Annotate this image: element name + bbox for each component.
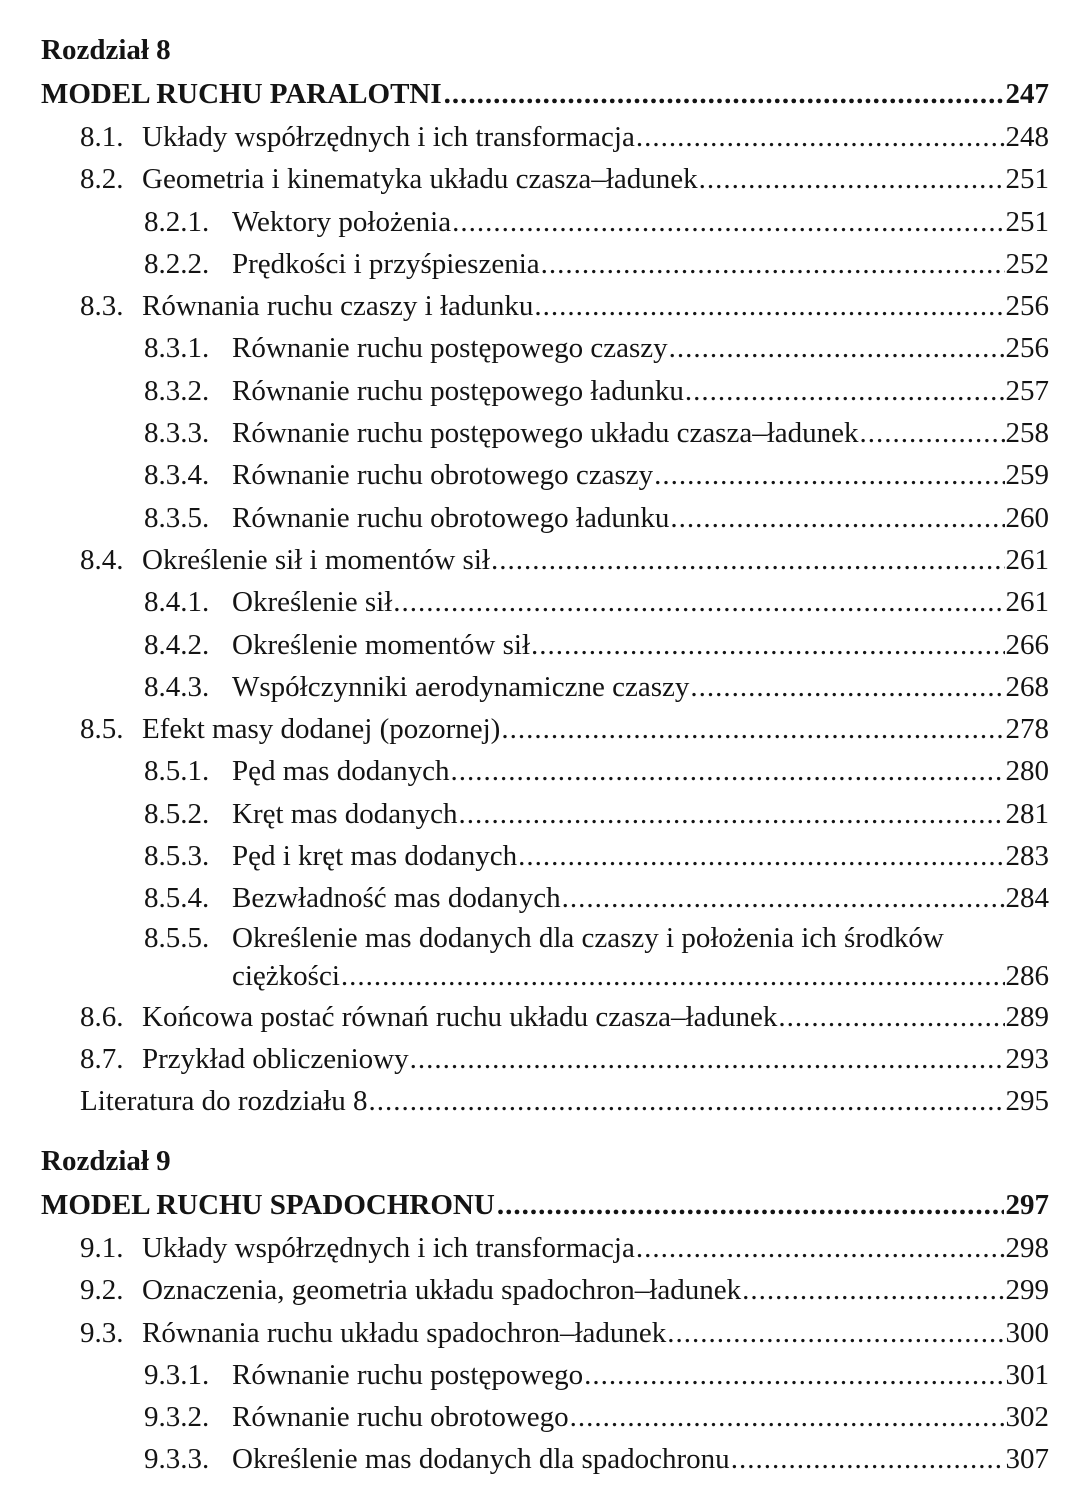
dot-leader (731, 1438, 1005, 1480)
page-number: 286 (1005, 959, 1049, 992)
page-number: 251 (1005, 163, 1049, 196)
page-number: 295 (1005, 1085, 1049, 1118)
page-number: 284 (1005, 882, 1049, 915)
dot-leader (690, 666, 1004, 708)
page-number: 301 (1005, 1358, 1049, 1391)
dot-leader (410, 1038, 1005, 1080)
dot-leader (570, 1396, 1005, 1438)
entry-number: 8.5.1. (144, 755, 210, 788)
chapter-9-entries (41, 1227, 1049, 1481)
page-number: 299 (1005, 1274, 1049, 1307)
toc-entry (41, 750, 1049, 792)
dot-leader (452, 201, 1004, 243)
page-number: 281 (1005, 797, 1049, 830)
page-number: 251 (1005, 205, 1049, 238)
entry-number: 9.1. (80, 1232, 124, 1264)
entry-title: Geometria i kinematyka układu czasza–ładunek (142, 163, 698, 196)
entry-title: Równanie ruchu obrotowego (232, 1401, 569, 1434)
page-number: 278 (1005, 713, 1049, 746)
entry-title: Układy współrzędnych i ich transformacja (142, 1232, 635, 1264)
toc-entry (41, 581, 1049, 623)
entry-title: Równania ruchu czaszy i ładunku (142, 290, 534, 323)
toc-entry (41, 243, 1049, 285)
entry-number: 8.2.1. (144, 205, 210, 238)
entry-number: 8.6. (80, 1000, 124, 1033)
entry-number: 9.2. (80, 1274, 124, 1307)
entry-number: 8.2.2. (144, 247, 210, 280)
entry-title: Efekt masy dodanej (pozornej) (142, 713, 501, 746)
page-number: 307 (1005, 1443, 1049, 1476)
entry-title: Równanie ruchu postępowego czaszy (232, 332, 668, 365)
entry-title: Równanie ruchu postępowego układu czasza–ładunek (232, 417, 859, 450)
page-number: 248 (1005, 121, 1049, 153)
entry-number: 9.3.3. (144, 1443, 210, 1476)
entry-title: Określenie mas dodanych dla spadochronu (232, 1443, 730, 1476)
page-number: 257 (1005, 374, 1049, 407)
dot-leader (341, 956, 1005, 996)
dot-leader (584, 1354, 1004, 1396)
dot-leader (518, 835, 1004, 877)
toc-entry (41, 1396, 1049, 1438)
entry-title: Określenie sił (232, 586, 393, 619)
toc-entry (41, 285, 1049, 327)
entry-number: 8.7. (80, 1042, 124, 1075)
entry-number: 8.3.4. (144, 459, 210, 492)
entry-number: 8.3.2. (144, 374, 210, 407)
toc-entry (41, 666, 1049, 708)
entry-number: 8.4.3. (144, 670, 210, 703)
page-number: 252 (1005, 247, 1049, 280)
toc-entry (41, 497, 1049, 539)
toc-entry (41, 412, 1049, 454)
entry-number: 8.4.2. (144, 628, 210, 661)
toc-entry (41, 539, 1049, 581)
toc-entry (41, 201, 1049, 243)
entry-title: Równanie ruchu obrotowego czaszy (232, 459, 654, 492)
page-number: 289 (1005, 1000, 1049, 1033)
page-number: 261 (1005, 543, 1049, 576)
dot-leader (534, 285, 1004, 327)
entry-title: Końcowa postać równań ruchu układu czasza–ładunek (142, 1000, 778, 1033)
entry-number: 8.4. (80, 543, 124, 576)
page-number: 256 (1005, 290, 1049, 323)
entry-title-line2: ciężkości (232, 959, 340, 992)
page-number: 298 (1005, 1232, 1049, 1264)
page-number: 260 (1005, 501, 1049, 534)
entry-title: Przykład obliczeniowy (142, 1042, 409, 1075)
page-number: 283 (1005, 840, 1049, 873)
page-number: 293 (1005, 1042, 1049, 1075)
chapter-8-entries (41, 116, 1049, 920)
dot-leader (685, 370, 1005, 412)
entry-title: Równania ruchu układu spadochron–ładunek (142, 1316, 667, 1349)
page-number: 259 (1005, 459, 1049, 492)
entry-title: Równanie ruchu obrotowego ładunku (232, 501, 670, 534)
dot-leader (501, 708, 1004, 750)
page-number: 247 (1005, 78, 1049, 110)
entry-title: Wektory położenia (232, 205, 452, 238)
toc-entry (41, 1438, 1049, 1480)
entry-title: Pęd i kręt mas dodanych (232, 840, 518, 873)
entry-number: 8.5.2. (144, 797, 210, 830)
dot-leader (778, 996, 1004, 1038)
dot-leader (742, 1269, 1004, 1311)
chapter-8-entries-after (41, 996, 1049, 1081)
page-number: 256 (1005, 332, 1049, 365)
chapter-8 (41, 28, 1049, 1123)
page-number: 258 (1005, 417, 1049, 450)
entry-number: 8.5. (80, 713, 124, 746)
dot-leader (450, 750, 1004, 792)
page-number: 302 (1005, 1401, 1049, 1434)
toc-entry (41, 327, 1049, 369)
dot-leader (531, 624, 1004, 666)
entry-title: Kręt mas dodanych (232, 797, 458, 830)
toc-entry (41, 624, 1049, 666)
dot-leader (636, 1227, 1005, 1269)
entry-title: Określenie momentów sił (232, 628, 531, 661)
entry-number: 9.3.1. (144, 1358, 210, 1391)
dot-leader (654, 454, 1004, 496)
toc-entry (41, 454, 1049, 496)
entry-number: 9.3.2. (144, 1401, 210, 1434)
literature-entry (41, 1080, 1049, 1122)
entry-number: 8.4.1. (144, 586, 210, 619)
entry-number: 9.3. (80, 1316, 124, 1349)
entry-number: 8.3.1. (144, 332, 210, 365)
entry-title: Układy współrzędnych i ich transformacja (142, 121, 635, 153)
toc-entry (41, 877, 1049, 919)
page-number: 261 (1005, 586, 1049, 619)
toc-entry (41, 1227, 1049, 1269)
toc-entry (41, 1269, 1049, 1311)
entry-number: 8.3. (80, 290, 124, 323)
toc-entry (41, 708, 1049, 750)
entry-number: 8.3.3. (144, 417, 210, 450)
entry-title-line1: Określenie mas dodanych dla czaszy i położenia ich środków (232, 921, 944, 954)
toc-entry (41, 158, 1049, 200)
chapter-9 (41, 1139, 1049, 1481)
dot-leader (497, 1183, 1004, 1227)
dot-leader (670, 497, 1004, 539)
toc-entry (41, 1354, 1049, 1396)
toc-entry (41, 370, 1049, 412)
chapter-title-row (41, 1183, 1049, 1227)
page-number: 268 (1005, 670, 1049, 703)
entry-title: Równanie ruchu postępowego ładunku (232, 374, 684, 407)
page-number: 266 (1005, 628, 1049, 661)
entry-number: 8.2. (80, 163, 124, 196)
dot-leader (667, 1312, 1004, 1354)
entry-number: 8.3.5. (144, 501, 210, 534)
entry-title: Bezwładność mas dodanych (232, 882, 561, 915)
toc-entry (41, 835, 1049, 877)
dot-leader (541, 243, 1005, 285)
entry-title: Prędkości i przyśpieszenia (232, 247, 540, 280)
page-number: 280 (1005, 755, 1049, 788)
dot-leader (562, 877, 1005, 919)
dot-leader (368, 1080, 1004, 1122)
chapter-title-row (41, 72, 1049, 116)
dot-leader (459, 793, 1005, 835)
dot-leader (491, 539, 1005, 581)
entry-title: Pęd mas dodanych (232, 755, 450, 788)
entry-title: Określenie sił i momentów sił (142, 543, 490, 576)
page-number: 297 (1005, 1189, 1049, 1221)
dot-leader (636, 116, 1005, 158)
dot-leader (860, 412, 1005, 454)
dot-leader (444, 72, 1004, 116)
entry-number: 8.5.4. (144, 882, 210, 915)
entry-number: 8.1. (80, 121, 124, 153)
toc-entry-wrapped (41, 920, 1049, 996)
entry-title: Współczynniki aerodynamiczne czaszy (232, 670, 690, 703)
chapter-title: MODEL RUCHU SPADOCHRONU (41, 1189, 495, 1221)
toc-entry (41, 1312, 1049, 1354)
toc-entry (41, 116, 1049, 158)
dot-leader (699, 158, 1005, 200)
toc-entry (41, 793, 1049, 835)
toc-entry (41, 1038, 1049, 1080)
entry-number: 8.5.5. (144, 921, 210, 954)
entry-title: Oznaczenia, geometria układu spadochron–ładunek (142, 1274, 742, 1307)
entry-title: Literatura do rozdziału 8 (80, 1085, 368, 1118)
page-number: 300 (1005, 1316, 1049, 1349)
chapter-title: MODEL RUCHU PARALOTNI (41, 78, 442, 110)
chapter-label: Rozdział 8 (41, 34, 171, 66)
chapter-label: Rozdział 9 (41, 1145, 171, 1177)
toc-entry (41, 996, 1049, 1038)
dot-leader (669, 327, 1005, 369)
entry-number: 8.5.3. (144, 840, 210, 873)
entry-title: Równanie ruchu postępowego (232, 1358, 584, 1391)
dot-leader (393, 581, 1004, 623)
